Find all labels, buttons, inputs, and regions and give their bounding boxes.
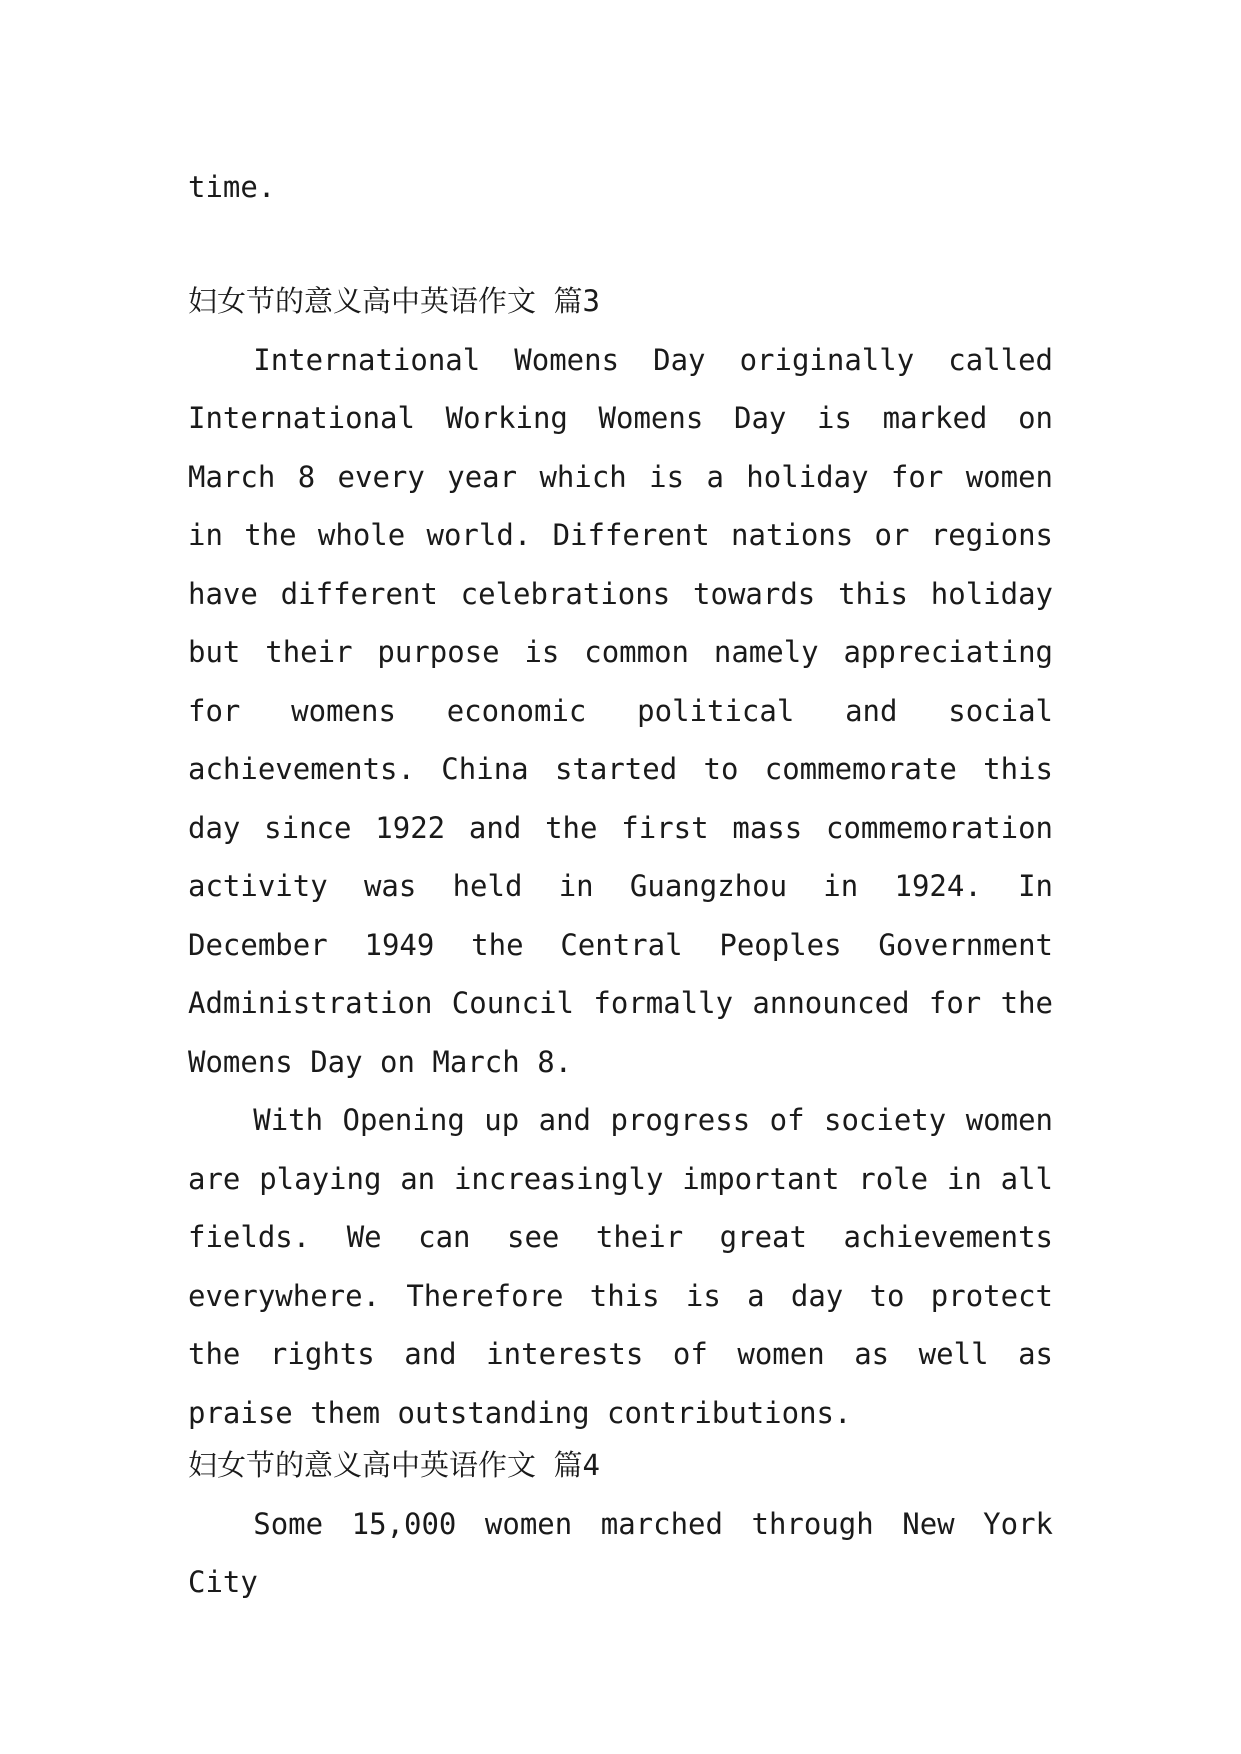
section-heading: 妇女节的意义高中英语作文 篇3 [188,284,600,318]
paragraph: With Opening up and progress of society women are playing an increasingly important role in all fields. We can see their great achievements everywhere. Therefore this is a day to protect the rights and interests of women as well as praise them outstanding contributions. [188,1103,1053,1430]
paragraph: International Womens Day originally called International Working Womens Day is marked on March 8 every year which is a holiday for women in the whole world. Different nations or regions have different celebrations towards this holiday but their purpose is common namely appreciating for womens economic political and social achievements. China started to commemorate this day since 1922 and the first mass commemoration activity was held in Guangzhou in 1924. In December 1949 the Central Peoples Government Administration Council formally announced for the Womens Day on March 8. [188,342,1053,1079]
section-heading: 妇女节的意义高中英语作文 篇4 [188,1448,600,1482]
continued-paragraph-end: time. [188,170,276,204]
essay-section-4 [188,1436,1053,1612]
essay-section-3 [188,272,1053,1442]
paragraph: Some 15,000 women marched through New York City [188,1506,1053,1599]
